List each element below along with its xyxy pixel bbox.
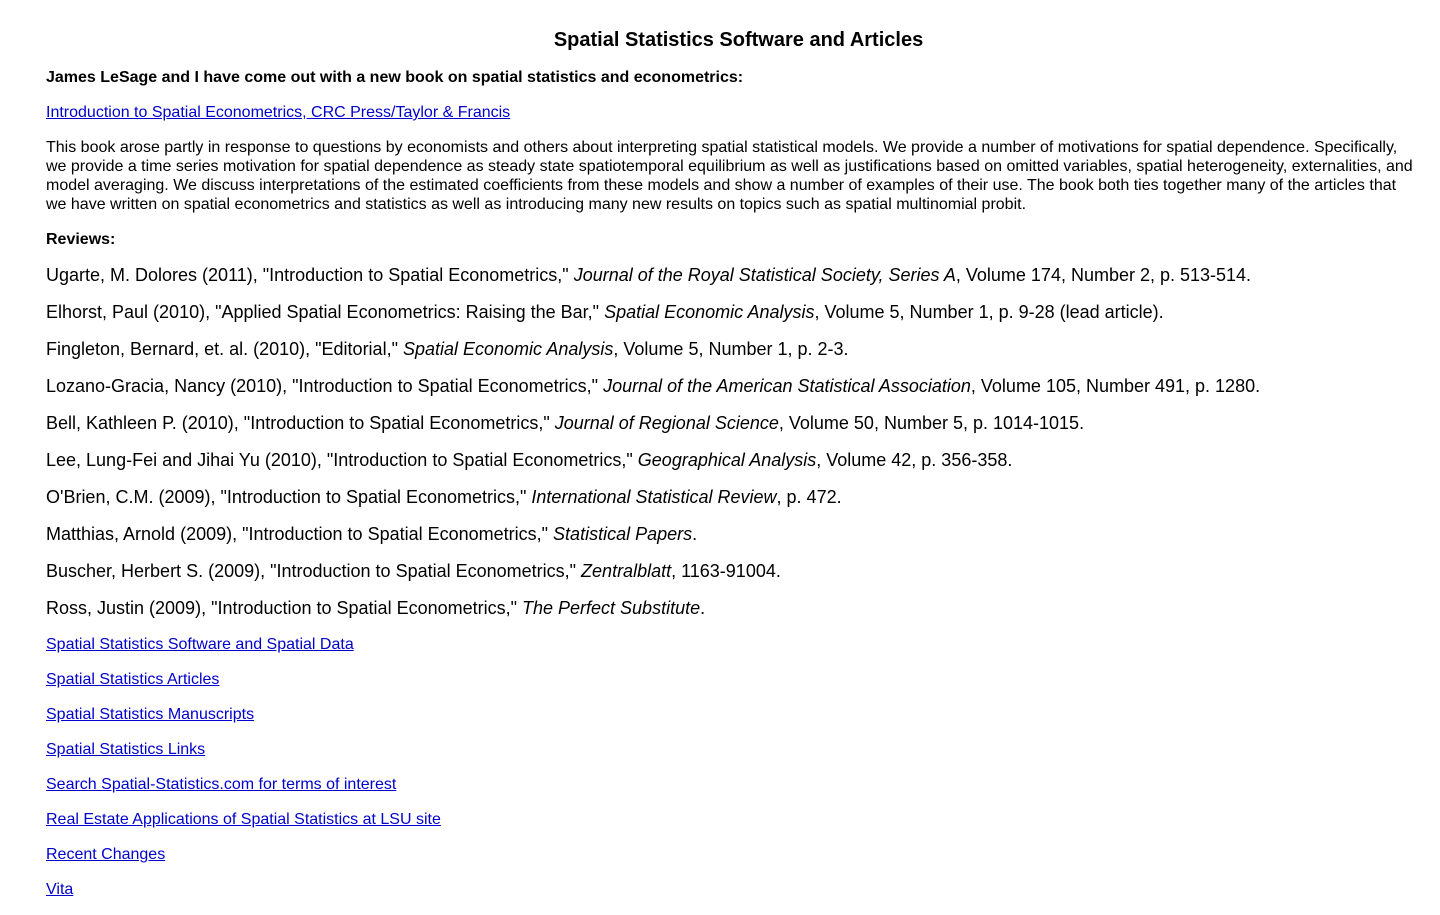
review-details: , Volume 174, Number 2, p. 513-514. — [955, 265, 1252, 285]
review-citation: Matthias, Arnold (2009), "Introduction to Spatial Econometrics," — [46, 524, 554, 544]
review-item — [46, 301, 1260, 323]
review-details: , Volume 50, Number 5, p. 1014-1015. — [778, 413, 1085, 433]
book-description: This book arose partly in response to questions by economists and others about interpreting spatial statistical models. We provide a number of motivations for spatial dependence. Specifically, we provide a time series motivation for spatial dependence as steady state spatiotemporal equilibrium as well as justifications based on omitted variables, spatial heterogeneity, externalities, and model averaging. We discuss interpretations of the estimated coefficients from these models and show a number of examples of their use. The book both ties together many of the articles that we have written on spatial econometrics and statistics as well as introducing many new results on topics such as spatial multinomial probit. — [46, 139, 1413, 213]
nav-link-vita[interactable]: Vita — [46, 881, 74, 898]
review-details: , Volume 5, Number 1, p. 9-28 (lead article). — [814, 302, 1164, 322]
review-journal: Journal of the American Statistical Association — [603, 376, 971, 396]
review-journal: Geographical Analysis — [637, 450, 817, 470]
review-details: , p. 472. — [776, 487, 842, 507]
review-details: . — [692, 524, 698, 544]
review-item — [46, 338, 1260, 360]
review-citation: Lozano-Gracia, Nancy (2010), "Introduction to Spatial Econometrics," — [46, 376, 604, 396]
book-announcement: James LeSage and I have come out with a new book on spatial statistics and econometrics: — [46, 69, 744, 86]
review-item — [46, 560, 1260, 582]
site-nav-links — [46, 635, 441, 915]
review-citation: O'Brien, C.M. (2009), "Introduction to Spatial Econometrics," — [46, 487, 532, 507]
review-journal: International Statistical Review — [531, 487, 777, 507]
review-item — [46, 264, 1260, 286]
nav-item — [46, 740, 441, 759]
review-item — [46, 597, 1260, 619]
nav-item — [46, 845, 441, 864]
nav-item — [46, 810, 441, 829]
review-citation: Fingleton, Bernard, et. al. (2010), "Editorial," — [46, 339, 403, 359]
nav-link-links[interactable]: Spatial Statistics Links — [46, 741, 206, 758]
nav-link-software-data[interactable]: Spatial Statistics Software and Spatial Data — [46, 636, 354, 653]
review-item — [46, 523, 1260, 545]
review-journal: Zentralblatt — [581, 561, 672, 581]
nav-link-search[interactable]: Search Spatial-Statistics.com for terms of interest — [46, 776, 397, 793]
review-details: , Volume 105, Number 491, p. 1280. — [970, 376, 1261, 396]
reviews-list — [46, 264, 1260, 634]
review-citation: Elhorst, Paul (2010), "Applied Spatial Econometrics: Raising the Bar," — [46, 302, 605, 322]
book-link[interactable]: Introduction to Spatial Econometrics, CRC Press/Taylor & Francis — [46, 104, 511, 121]
nav-item — [46, 670, 441, 689]
nav-link-real-estate[interactable]: Real Estate Applications of Spatial Statistics at LSU site — [46, 811, 441, 828]
review-journal: Journal of the Royal Statistical Society, Series A — [573, 265, 956, 285]
reviews-heading: Reviews: — [46, 231, 116, 248]
nav-item — [46, 705, 441, 724]
nav-link-manuscripts[interactable]: Spatial Statistics Manuscripts — [46, 706, 255, 723]
review-citation: Ross, Justin (2009), "Introduction to Spatial Econometrics," — [46, 598, 522, 618]
review-citation: Lee, Lung-Fei and Jihai Yu (2010), "Introduction to Spatial Econometrics," — [46, 450, 638, 470]
review-citation: Bell, Kathleen P. (2010), "Introduction to Spatial Econometrics," — [46, 413, 555, 433]
review-item — [46, 375, 1260, 397]
review-details: , 1163-91004. — [671, 561, 781, 581]
review-journal: Spatial Economic Analysis — [402, 339, 614, 359]
review-details: , Volume 5, Number 1, p. 2-3. — [613, 339, 849, 359]
review-item — [46, 449, 1260, 471]
review-citation: Buscher, Herbert S. (2009), "Introduction to Spatial Econometrics," — [46, 561, 582, 581]
review-details: . — [700, 598, 706, 618]
nav-link-recent-changes[interactable]: Recent Changes — [46, 846, 166, 863]
review-item — [46, 486, 1260, 508]
nav-item — [46, 775, 441, 794]
review-journal: Statistical Papers — [553, 524, 693, 544]
review-details: , Volume 42, p. 356-358. — [816, 450, 1013, 470]
review-item — [46, 412, 1260, 434]
review-journal: Spatial Economic Analysis — [604, 302, 815, 322]
review-journal: Journal of Regional Science — [554, 413, 779, 433]
nav-link-articles[interactable]: Spatial Statistics Articles — [46, 671, 220, 688]
nav-item — [46, 880, 441, 899]
page-title: Spatial Statistics Software and Articles — [553, 29, 924, 51]
nav-item — [46, 635, 441, 654]
review-journal: The Perfect Substitute — [522, 598, 701, 618]
review-citation: Ugarte, M. Dolores (2011), "Introduction to Spatial Econometrics," — [46, 265, 574, 285]
